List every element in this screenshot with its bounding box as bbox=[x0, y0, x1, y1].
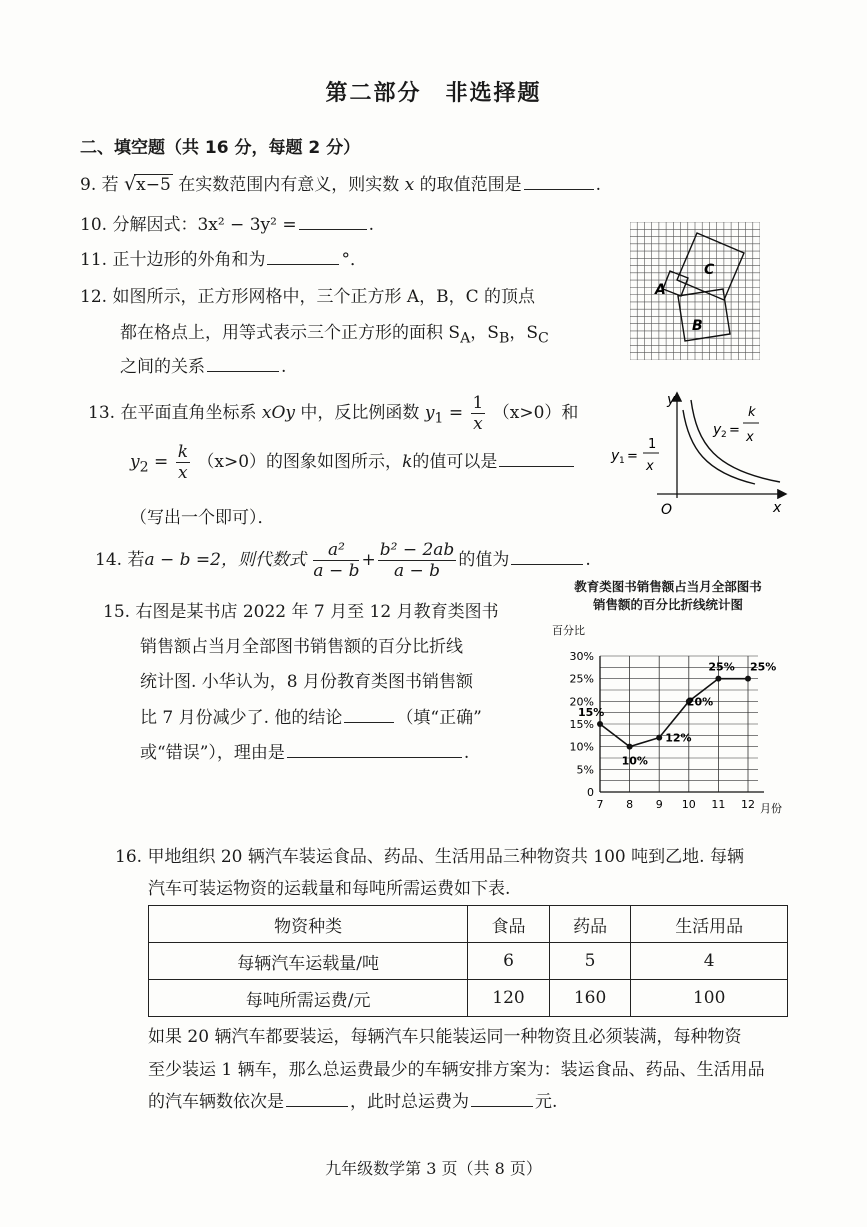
q15-l4-pre: 比 7 月份减少了. 他的结论 bbox=[140, 708, 343, 728]
sub-c: C bbox=[538, 330, 549, 347]
chart-x-label: 月份 bbox=[760, 802, 782, 815]
q9-pre: 9. 若 bbox=[80, 175, 119, 195]
graph-x-label: x bbox=[773, 500, 782, 516]
q16-p3-mid: ，此时总运费为 bbox=[350, 1092, 469, 1112]
data-label: 25% bbox=[708, 660, 735, 674]
q11-end: °． bbox=[341, 250, 367, 270]
q12-line3 bbox=[120, 352, 286, 377]
q14-cond: a − b =2，则代数式 bbox=[144, 550, 306, 570]
y-tick-label: 0 bbox=[587, 786, 594, 799]
data-label: 20% bbox=[686, 695, 714, 709]
label-a: A bbox=[655, 282, 666, 298]
chart-y-label: 百分比 bbox=[552, 624, 585, 637]
q14-end: . bbox=[585, 550, 591, 570]
y-tick-label: 5% bbox=[576, 763, 594, 777]
graph-eq2: = bbox=[729, 423, 740, 438]
square-grid-figure bbox=[630, 222, 760, 360]
chart-title-line2: 销售额的百分比折线统计图 bbox=[592, 597, 743, 612]
q13-cond: （x>0）和 bbox=[492, 403, 579, 423]
q9-end: . bbox=[595, 175, 602, 195]
sub-b: B bbox=[498, 330, 510, 347]
q13-k: k bbox=[402, 452, 413, 472]
q13-fraction-2: $\frac{k}{x}$ bbox=[177, 442, 188, 483]
x-tick-label: 9 bbox=[655, 798, 663, 811]
x-tick-label: 11 bbox=[711, 798, 726, 811]
sub-a: A bbox=[460, 330, 471, 347]
q16-para3 bbox=[148, 1087, 557, 1112]
graph-y1-name: y bbox=[611, 448, 620, 464]
q15-line3: 统计图. 小华认为，8 月份教育类图书销售额 bbox=[140, 672, 474, 692]
q16-para1: 如果 20 辆汽车都要装运，每辆汽车只能装运同一种物资且必须装满，每种物资 bbox=[148, 1027, 742, 1047]
table-row bbox=[149, 980, 788, 1017]
q16-line1: 16. 甲地组织 20 辆汽车装运食品、药品、生活用品三种物资共 100 吨到乙地. 每辆 bbox=[115, 847, 744, 867]
table-row bbox=[149, 943, 788, 980]
percentage-line-chart bbox=[548, 618, 798, 818]
q14-pre: 14. 若 bbox=[95, 550, 145, 570]
table-cell: 6 bbox=[468, 943, 550, 980]
chart-title bbox=[548, 577, 788, 613]
section-heading: 二、填空题（共 16 分，每题 2 分） bbox=[80, 138, 361, 158]
q13-fraction-1: $\frac{1}{x}$ bbox=[472, 393, 484, 434]
answer-blank-15b[interactable] bbox=[287, 743, 462, 758]
table-header: 药品 bbox=[549, 906, 631, 943]
q13-mid: 中，反比例函数 bbox=[300, 403, 420, 423]
q16-p3-end: 元. bbox=[535, 1092, 558, 1112]
q11-text: 11. 正十边形的外角和为 bbox=[80, 250, 266, 270]
transport-table bbox=[148, 905, 788, 1017]
question-11 bbox=[80, 245, 367, 270]
y-tick-label: 25% bbox=[569, 672, 594, 686]
q16-line2: 汽车可装运物资的运载量和每吨所需运费如下表. bbox=[148, 879, 511, 899]
q15-l5-pre: 或“错误”），理由是 bbox=[140, 743, 285, 763]
graph-y2-name: y bbox=[713, 422, 722, 438]
table-header-row bbox=[149, 906, 788, 943]
q15-line2: 销售额占当月全部图书销售额的百分比折线 bbox=[140, 637, 463, 657]
graph-y1-sub: 1 bbox=[619, 456, 625, 466]
q12-end: . bbox=[281, 357, 287, 377]
q15-end: . bbox=[463, 743, 470, 763]
x-tick-label: 12 bbox=[741, 798, 755, 811]
q15-l4-post: （填“正确” bbox=[396, 708, 482, 728]
graph-origin: O bbox=[661, 502, 673, 518]
table-cell: 120 bbox=[468, 980, 550, 1017]
data-label: 25% bbox=[750, 660, 777, 674]
q16-p3-pre: 的汽车辆数依次是 bbox=[148, 1092, 284, 1112]
data-label: 12% bbox=[665, 731, 692, 745]
f1-den: a − b bbox=[313, 561, 360, 581]
table-cell: 4 bbox=[631, 943, 788, 980]
q15-line1: 15. 右图是某书店 2022 年 7 月至 12 月教育类图书 bbox=[103, 602, 499, 622]
table-cell: 160 bbox=[549, 980, 631, 1017]
inverse-function-graph bbox=[605, 388, 795, 520]
q12-line1: 12. 如图所示，正方形网格中，三个正方形 A，B，C 的顶点 bbox=[80, 287, 536, 307]
label-c: C bbox=[704, 262, 715, 278]
y-tick-label: 10% bbox=[569, 740, 594, 754]
q13-post: 的值可以是 bbox=[412, 452, 498, 472]
data-point bbox=[656, 735, 662, 741]
q15-line5 bbox=[140, 738, 469, 763]
data-point bbox=[627, 744, 633, 750]
q13-y1: y bbox=[424, 403, 435, 423]
data-label: 15% bbox=[578, 706, 605, 719]
table-cell: 5 bbox=[549, 943, 631, 980]
graph-frac1-x: x bbox=[646, 459, 654, 474]
q13-line1: 13. 在平面直角坐标系 xOy 中，反比例函数 $y_1$ = $\frac{1}{x}$ （x>0）和 bbox=[88, 393, 579, 434]
answer-blank-9[interactable] bbox=[524, 175, 594, 190]
answer-blank-16a[interactable] bbox=[286, 1092, 348, 1107]
table-cell: 每辆汽车运载量/吨 bbox=[149, 943, 468, 980]
q14-post: 的值为 bbox=[458, 550, 510, 570]
q12-line2: 都在格点上，用等式表示三个正方形的面积 $S_A$，$S_B$，$S_C$ bbox=[120, 323, 549, 347]
q9-radicand: x−5 bbox=[136, 175, 171, 195]
square-b bbox=[678, 289, 730, 341]
f2-num: b² − 2ab bbox=[379, 540, 455, 560]
data-point bbox=[597, 721, 603, 727]
answer-blank-12[interactable] bbox=[207, 357, 279, 372]
chart-title-line1: 教育类图书销售额占当月全部图书 bbox=[574, 579, 762, 594]
graph-frac2-x: x bbox=[746, 430, 754, 445]
q13-line3: （写出一个即可）． bbox=[130, 508, 275, 528]
graph-y-label: y bbox=[667, 392, 676, 408]
f1-num: a² bbox=[327, 540, 345, 560]
q9-post: 的取值范围是 bbox=[419, 175, 522, 195]
answer-blank-15a[interactable] bbox=[344, 708, 394, 723]
data-point bbox=[715, 676, 721, 682]
answer-blank-16b[interactable] bbox=[471, 1092, 533, 1107]
question-14: 14. 若a − b =2，则代数式 $\frac{\text{a²}}{a - b}$ + $\frac{\text{b² − 2ab}}{a - b}$ 的值为 . bbox=[95, 540, 591, 581]
q9-var: x bbox=[404, 175, 415, 195]
table-cell: 100 bbox=[631, 980, 788, 1017]
data-label: 10% bbox=[621, 754, 648, 768]
q13-xoy: xOy bbox=[261, 403, 295, 423]
page-footer: 九年级数学第 3 页（共 8 页） bbox=[325, 1159, 542, 1178]
q12-rest: 之间的关系 bbox=[120, 357, 205, 377]
answer-blank-13[interactable] bbox=[499, 452, 574, 467]
q14-fraction-2 bbox=[378, 540, 457, 581]
table-header: 生活用品 bbox=[631, 906, 788, 943]
answer-blank-10[interactable] bbox=[299, 215, 367, 230]
part-title: 第二部分 非选择题 bbox=[325, 81, 542, 106]
y2-curve bbox=[691, 400, 780, 482]
x-tick-label: 8 bbox=[626, 798, 634, 811]
y-tick-label: 15% bbox=[569, 718, 594, 731]
question-10 bbox=[80, 210, 374, 235]
graph-eq1: = bbox=[627, 449, 638, 464]
q16-para2: 至少装运 1 辆车，那么总运费最少的车辆安排方案为：装运食品、药品、生活用品 bbox=[148, 1060, 765, 1080]
graph-y2-sub: 2 bbox=[721, 430, 727, 440]
f2-den: a − b bbox=[393, 561, 441, 581]
answer-blank-11[interactable] bbox=[267, 250, 339, 265]
table-header: 食品 bbox=[468, 906, 550, 943]
y-tick-label: 30% bbox=[569, 650, 594, 663]
graph-one: 1 bbox=[648, 437, 657, 452]
label-b: B bbox=[692, 318, 703, 334]
q10-end: . bbox=[368, 215, 374, 235]
sqrt-sign: √ bbox=[124, 173, 137, 195]
data-point bbox=[745, 676, 751, 682]
q10-text: 10. 分解因式：3x² − 3y² = bbox=[80, 215, 297, 235]
q15-line4 bbox=[140, 703, 482, 728]
q9-mid: 在实数范围内有意义，则实数 bbox=[178, 175, 400, 195]
table-header: 物资种类 bbox=[149, 906, 468, 943]
q13-pre: 13. 在平面直角坐标系 bbox=[88, 403, 257, 423]
x-tick-label: 7 bbox=[596, 798, 604, 811]
x-tick-label: 10 bbox=[681, 798, 696, 811]
table-cell: 每吨所需运费/元 bbox=[149, 980, 468, 1017]
graph-k: k bbox=[748, 405, 756, 420]
y-tick-label: 20% bbox=[569, 695, 594, 709]
q14-fraction-1 bbox=[313, 540, 359, 581]
q13-mid2: （x>0）的图象如图所示， bbox=[197, 452, 403, 472]
question-9 bbox=[80, 170, 601, 195]
q12-line2-text: 都在格点上，用等式表示三个正方形的面积 S bbox=[120, 323, 461, 343]
q13-line2: $y_2$ = $\frac{k}{x}$ （x>0）的图象如图所示，k的值可以是 bbox=[130, 442, 576, 483]
answer-blank-14[interactable] bbox=[511, 550, 583, 565]
